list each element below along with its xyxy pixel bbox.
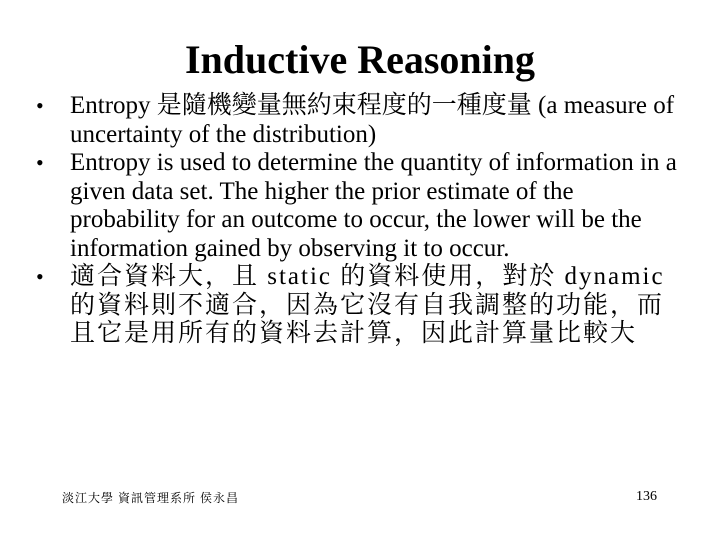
bullet-icon: • bbox=[36, 150, 44, 175]
slide-title: Inductive Reasoning bbox=[184, 37, 536, 82]
page-number: 136 bbox=[636, 489, 657, 504]
bullet-icon: • bbox=[36, 264, 46, 289]
bullet-icon: • bbox=[36, 93, 44, 118]
bullet-text: 適合資料大，且 static 的資料使用，對於 dynamic 的資料則不適合，因為它沒有自我調整的功能，而且它是用所有的資料去計算，因此計算量比較大 bbox=[70, 263, 665, 347]
bullet-text: Entropy 是隨機變量無約束程度的一種度量 (a measure of uncertainty of the distribution) bbox=[70, 92, 675, 148]
footer-affiliation: 淡江大學 資訊管理系所 侯永昌 bbox=[62, 491, 240, 505]
bullet-item-entropy-definition bbox=[36, 92, 686, 149]
bullet-text: Entropy is used to determine the quantity of information in a given data set. The higher the prior estimate of the probability for an outcome to occur, the lower will be the information gained by observing it to occur. bbox=[70, 149, 677, 262]
bullet-list bbox=[36, 92, 686, 349]
bullet-item-entropy-usage bbox=[36, 149, 686, 263]
bullet-item-applicability bbox=[36, 263, 686, 349]
